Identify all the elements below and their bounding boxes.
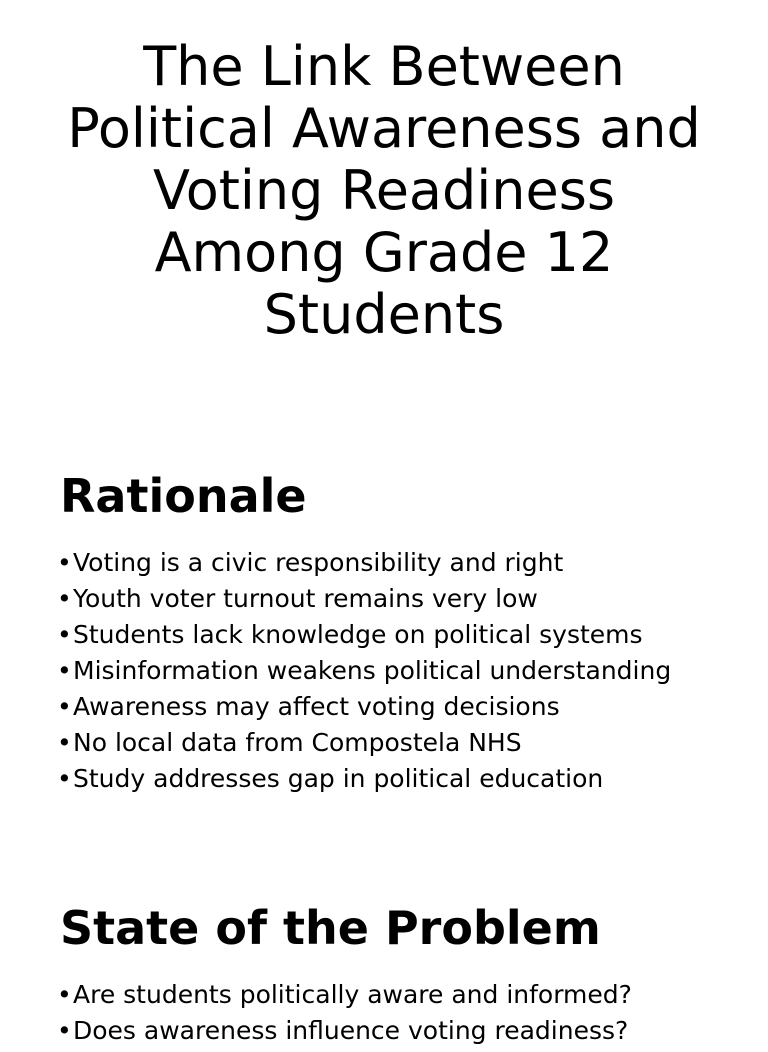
list-item-text: Misinformation weakens political understanding [73,656,672,685]
list-item-text: Study addresses gap in political education [73,764,604,793]
bullet-icon: • [57,764,72,793]
problem-heading: State of the Problem [60,901,601,955]
list-item-text: Does awareness influence voting readiness? [73,1016,629,1045]
bullet-icon: • [57,1016,72,1045]
bullet-icon: • [57,548,72,577]
rationale-bullet-list [57,548,740,793]
document-title: The Link Between Political Awareness and Voting Readiness Among Grade 12 Students [67,35,701,346]
list-item-text: Awareness may affect voting decisions [73,692,560,721]
rationale-heading: Rationale [60,469,307,523]
bullet-icon: • [57,584,72,613]
list-item [57,548,740,577]
list-item [57,656,740,685]
list-item-text: Are students politically aware and informed? [73,980,632,1009]
list-item [57,980,740,1009]
list-item-text: No local data from Compostela NHS [73,728,522,757]
problem-section [57,900,740,1052]
rationale-section [57,468,740,800]
list-item [57,764,740,793]
list-item [57,692,740,721]
title-slide [0,36,768,346]
bullet-icon: • [57,728,72,757]
list-item [57,620,740,649]
list-item [57,584,740,613]
bullet-icon: • [57,692,72,721]
bullet-icon: • [57,656,72,685]
problem-bullet-list [57,980,740,1045]
list-item [57,728,740,757]
list-item-text: Youth voter turnout remains very low [73,584,538,613]
bullet-icon: • [57,980,72,1009]
list-item [57,1016,740,1045]
list-item-text: Students lack knowledge on political systems [73,620,643,649]
bullet-icon: • [57,620,72,649]
list-item-text: Voting is a civic responsibility and right [73,548,564,577]
